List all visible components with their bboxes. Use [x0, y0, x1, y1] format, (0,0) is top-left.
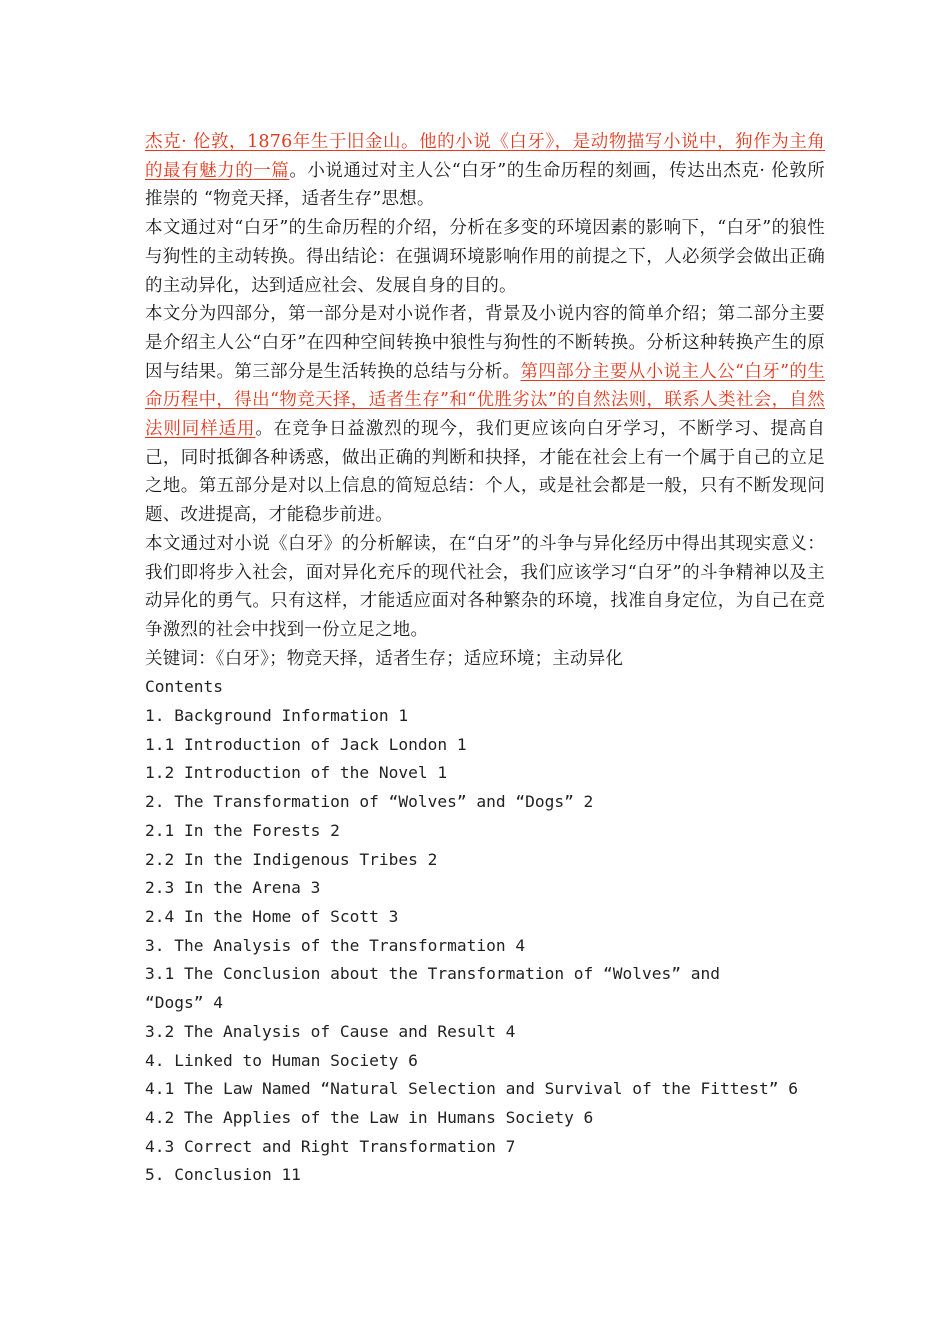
abstract-paragraph-1 — [145, 128, 825, 214]
abstract-text: 本文分为四部分，第一部分是对小说作者，背景及小说内容的简单介绍；第二部分主要是介绍主人公“白牙”在四种空间转换中狼性与狗性的不断转换。分析这种转换产生的原因与结果。第三部分是生活转换的总结与分析。 — [145, 304, 825, 382]
abstract-paragraph-3 — [145, 300, 825, 530]
toc-entry: 2.3 In the Arena 3 — [145, 878, 321, 898]
toc-entry: 2.1 In the Forests 2 — [145, 820, 340, 840]
toc-entry: 1.2 Introduction of the Novel 1 — [145, 763, 448, 783]
toc-entry: 5. Conclusion 11 — [145, 1165, 301, 1185]
toc-entry: 4.2 The Applies of the Law in Humans Society 6 — [145, 1107, 594, 1127]
toc-entry: 2.4 In the Home of Scott 3 — [145, 906, 399, 926]
toc-entry: “Dogs” 4 — [145, 993, 223, 1013]
highlighted-link-text[interactable]: 杰克· 伦敦，1876年生于旧金山。他的小说《白牙》，是动物描写小说中，狗作为主角的最有魅力的一篇 — [145, 132, 825, 181]
contents-title: Contents — [145, 677, 223, 697]
highlighted-link-text[interactable]: 第四部分主要从小说主人公“白牙”的生命历程中，得出“物竞天择，适者生存”和“优胜劣汰”的自然法则，联系人类社会，自然法则同样适用 — [145, 361, 826, 440]
document-page — [145, 128, 825, 1190]
table-of-contents — [145, 702, 825, 1190]
toc-entry: 4. Linked to Human Society 6 — [145, 1050, 418, 1070]
toc-entry: 1. Background Information 1 — [145, 706, 409, 726]
toc-entry: 2. The Transformation of “Wolves” and “Dogs” 2 — [145, 792, 594, 812]
toc-entry: 2.2 In the Indigenous Tribes 2 — [145, 849, 438, 869]
abstract-paragraph-2: 本文通过对“白牙”的生命历程的介绍，分析在多变的环境因素的影响下，“白牙”的狼性与狗性的主动转换。得出结论：在强调环境影响作用的前提之下，人必须学会做出正确的主动异化，达到适应社会、发展自身的目的。 — [145, 218, 825, 296]
abstract-text: 。在竞争日益激烈的现今，我们更应该向白牙学习，不断学习、提高自己，同时抵御各种诱惑，做出正确的判断和抉择，才能在社会上有一个属于自己的立足之地。第五部分是对以上信息的简短总结：个人，或是社会都是一般，只有不断发现问题、改进提高，才能稳步前进。 — [145, 419, 825, 526]
abstract-text: 。小说通过对主人公“白牙”的生命历程的刻画，传达出杰克· 伦敦所推崇的 “物竞天择，适者生存”思想。 — [145, 160, 825, 210]
abstract-paragraph-4: 本文通过对小说《白牙》的分析解读，在“白牙”的斗争与异化经历中得出其现实意义：我们即将步入社会，面对异化充斥的现代社会，我们应该学习“白牙”的斗争精神以及主动异化的勇气。只有这样，才能适应面对各种繁杂的环境，找准自身定位，为自己在竞争激烈的社会中找到一份立足之地。 — [145, 533, 825, 640]
toc-entry: 3. The Analysis of the Transformation 4 — [145, 935, 526, 955]
toc-entry: 4.3 Correct and Right Transformation 7 — [145, 1136, 516, 1156]
toc-entry: 3.2 The Analysis of Cause and Result 4 — [145, 1021, 516, 1041]
toc-entry: 4.1 The Law Named “Natural Selection and Survival of the Fittest” 6 — [145, 1079, 798, 1099]
toc-entry: 3.1 The Conclusion about the Transformation of “Wolves” and — [145, 964, 720, 984]
keywords-line: 关键词：《白牙》；物竞天择，适者生存；适应环境；主动异化 — [145, 648, 624, 669]
toc-entry: 1.1 Introduction of Jack London 1 — [145, 734, 467, 754]
